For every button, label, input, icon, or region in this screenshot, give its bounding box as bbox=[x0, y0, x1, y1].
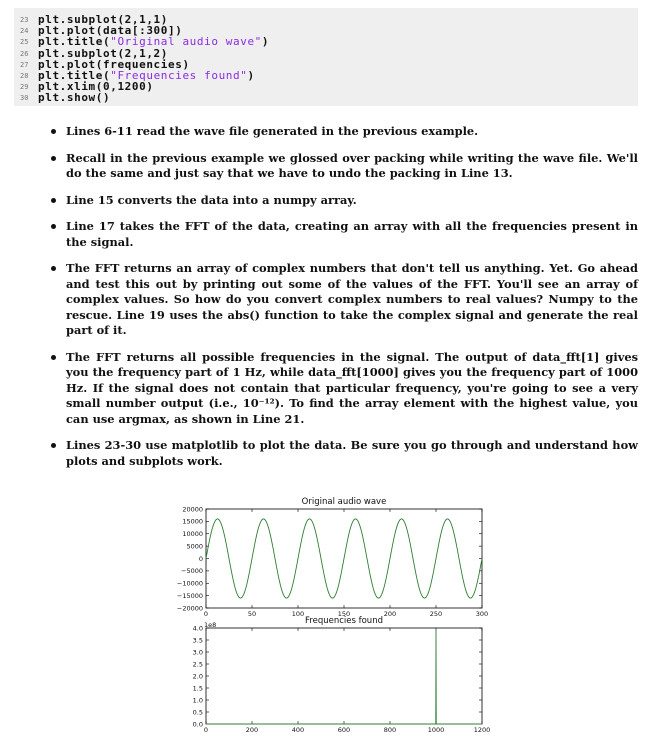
bullet-text: Line 15 converts the data into a numpy array. bbox=[66, 192, 357, 207]
bullet-item bbox=[48, 193, 638, 209]
line-number: 25 bbox=[20, 38, 29, 47]
figure bbox=[160, 490, 500, 745]
x-tick-label: 0 bbox=[203, 726, 209, 734]
x-tick-label: 100 bbox=[291, 610, 305, 618]
line-number: 26 bbox=[20, 49, 29, 58]
line-number: 28 bbox=[20, 72, 29, 80]
bullet-dot bbox=[51, 156, 56, 161]
y-tick-label: 3.5 bbox=[192, 636, 203, 645]
y-tick-label: 3.0 bbox=[192, 648, 203, 657]
y-tick-label: 4.0 bbox=[192, 624, 203, 633]
code-text: plt.plot(frequencies) bbox=[38, 57, 190, 71]
bullet-dot bbox=[51, 443, 56, 448]
x-tick-label: 150 bbox=[337, 610, 351, 618]
x-tick-label: 0 bbox=[203, 610, 209, 618]
x-tick-label: 300 bbox=[475, 610, 489, 618]
y-tick-label: −15000 bbox=[176, 591, 203, 600]
bullet-dot bbox=[51, 198, 56, 203]
bullet-dot bbox=[51, 224, 56, 229]
chart-title: Frequencies found bbox=[305, 616, 383, 626]
x-tick-label: 400 bbox=[291, 726, 305, 734]
bullet-dot bbox=[51, 355, 56, 360]
bullet-dot bbox=[51, 129, 56, 134]
y-tick-label: 20000 bbox=[182, 505, 203, 514]
bullet-item bbox=[48, 219, 638, 250]
bullet-text: The FFT returns all possible frequencies in the signal. The output of data_fft[1] gives you the frequency part of 1 Hz, while data_fft[1000] gives you the frequency part of 1000 Hz. If the signal does not contain that particular frequency, you're going to see a very small number output (i.e., 10⁻¹²). To find the array element with the highest value, you can use argmax, as shown in Line 21. bbox=[66, 349, 638, 426]
line-number: 30 bbox=[20, 94, 29, 103]
code-string: "Original audio wave" bbox=[110, 35, 262, 49]
code-text: plt.subplot(2,1,1) bbox=[38, 13, 169, 26]
bullet-dot bbox=[51, 266, 56, 271]
y-tick-label: 0.0 bbox=[192, 720, 203, 729]
bullet-item bbox=[48, 261, 638, 339]
bullet-item bbox=[48, 151, 638, 182]
y-offset-label: 1e8 bbox=[204, 621, 217, 629]
code-listing bbox=[14, 8, 638, 106]
x-tick-label: 200 bbox=[245, 726, 259, 734]
series-line bbox=[206, 630, 482, 724]
code-text: plt.show() bbox=[38, 91, 111, 105]
bullet-text: The FFT returns an array of complex numbers that don't tell us anything. Yet. Go ahead and test this out by printing out some of the values of the FFT. You'll see an array of complex values. So how do you convert complex numbers to real values? Numpy to the rescue. Line 19 uses the abs() function to take the complex signal and generate the real part of it. bbox=[66, 261, 638, 337]
bullet-item bbox=[48, 350, 638, 428]
x-tick-label: 200 bbox=[383, 610, 397, 618]
line-number: 24 bbox=[20, 27, 29, 36]
y-tick-label: 15000 bbox=[182, 517, 203, 526]
series-line bbox=[206, 519, 482, 598]
bullet-item bbox=[48, 124, 638, 140]
code-text: plt.xlim(0,1200) bbox=[38, 80, 154, 94]
x-tick-label: 1000 bbox=[427, 726, 445, 734]
code-text: plt.title("Frequencies found") bbox=[38, 69, 255, 82]
plot-frame bbox=[206, 628, 482, 724]
y-tick-label: 0 bbox=[198, 554, 203, 563]
x-tick-label: 1200 bbox=[473, 726, 491, 734]
y-tick-label: 10000 bbox=[182, 530, 203, 539]
x-tick-label: 250 bbox=[429, 610, 443, 618]
bullet-list bbox=[48, 124, 638, 480]
line-number: 29 bbox=[20, 83, 29, 92]
bullet-text: Lines 23-30 use matplotlib to plot the data. Be sure you go through and understand how plots and subplots work. bbox=[66, 438, 638, 468]
bullet-item bbox=[48, 438, 638, 469]
y-tick-label: 0.5 bbox=[192, 708, 203, 717]
y-tick-label: 1.0 bbox=[192, 696, 203, 705]
x-tick-label: 800 bbox=[383, 726, 397, 734]
y-tick-label: 5000 bbox=[186, 542, 203, 551]
code-text: plt.subplot(2,1,2) bbox=[38, 46, 169, 60]
code-text: plt.plot(data[:300]) bbox=[38, 24, 183, 38]
bullet-text: Recall in the previous example we glossed over packing while writing the wave file. We'll do the same and just say that we have to undo the packing in Line 13. bbox=[66, 150, 638, 180]
line-number: 27 bbox=[20, 60, 29, 69]
y-tick-label: −20000 bbox=[176, 604, 203, 613]
y-tick-label: 2.0 bbox=[192, 672, 203, 681]
bullet-text: Line 17 takes the FFT of the data, creating an array with all the frequencies present in the signal. bbox=[66, 219, 638, 249]
y-tick-label: 1.5 bbox=[192, 684, 203, 693]
x-tick-label: 600 bbox=[337, 726, 351, 734]
line-number: 23 bbox=[20, 16, 29, 24]
y-tick-label: −10000 bbox=[176, 579, 203, 588]
chart-title: Original audio wave bbox=[301, 497, 387, 507]
y-tick-label: 2.5 bbox=[192, 660, 203, 669]
y-tick-label: −5000 bbox=[181, 567, 203, 576]
bullet-text: Lines 6-11 read the wave file generated in the previous example. bbox=[66, 124, 479, 138]
code-string: "Frequencies found" bbox=[110, 69, 248, 82]
x-tick-label: 50 bbox=[247, 610, 257, 618]
code-text: plt.title("Original audio wave") bbox=[38, 35, 270, 49]
